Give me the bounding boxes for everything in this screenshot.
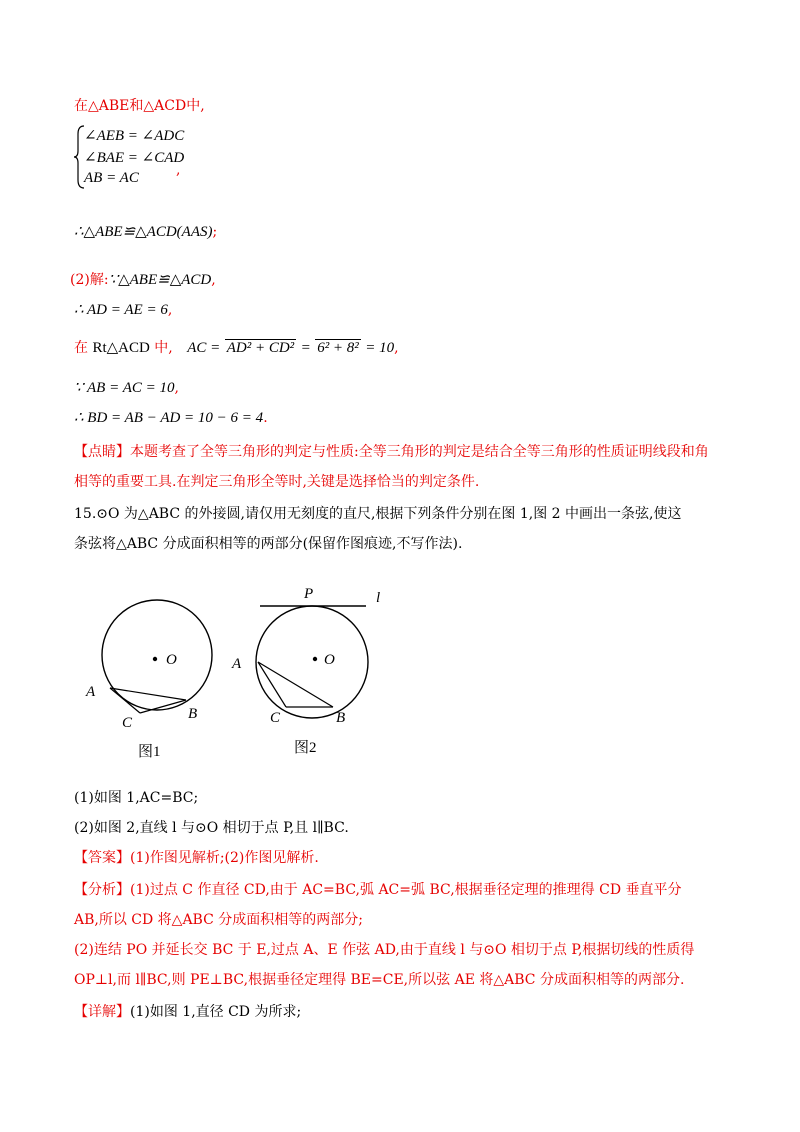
sqrt-ad-cd: AD² + CD² xyxy=(226,340,295,356)
fig1-caption: 图1 xyxy=(138,744,161,760)
fig2-label-c: C xyxy=(270,710,281,726)
congruence-conclusion: ∴△ABE≌△ACD(AAS); xyxy=(74,224,218,240)
detail-line: 【详解】(1)如图 1,直径 CD 为所求; xyxy=(74,1004,302,1020)
fig2-caption: 图2 xyxy=(294,740,317,756)
comment-line2: 相等的重要工具.在判定三角形全等时,关键是选择恰当的判定条件. xyxy=(74,474,480,490)
analysis-line3: (2)连结 PO 并延长交 BC 于 E,过点 A、E 作弦 AD,由于直线 l 与⊙O 相切于点 P,根据切线的性质得 xyxy=(74,942,695,958)
part2-line4: ∵ AB = AC = 10, xyxy=(74,380,179,396)
part2-line3: 在 Rt△ACD 中, AC = AD² + CD² = 6² + 8² = 10, xyxy=(74,340,399,356)
fig2-label-a: A xyxy=(232,656,242,672)
sqrt-6-8: 6² + 8² xyxy=(317,340,359,356)
answer-line: 【答案】(1)作图见解析;(2)作图见解析. xyxy=(74,850,319,866)
figure-2 xyxy=(228,580,398,766)
subquestion-2: (2)如图 2,直线 l 与⊙O 相切于点 P,且 l∥BC. xyxy=(74,820,349,836)
figure-1 xyxy=(80,596,230,766)
condition-1: ∠AEB = ∠ADC xyxy=(84,128,185,144)
fig2-label-p: P xyxy=(304,586,314,602)
fig2-label-o: O xyxy=(324,652,335,668)
part2-line2: ∴ AD = AE = 6, xyxy=(74,302,173,318)
analysis-line2: AB,所以 CD 将△ABC 分成面积相等的两部分; xyxy=(74,912,363,928)
fig1-label-c: C xyxy=(122,715,133,731)
condition-3: AB = AC xyxy=(84,170,139,186)
fig1-label-a: A xyxy=(86,684,96,700)
fig2-label-b: B xyxy=(336,710,346,726)
problem-15-line1: 15.⊙O 为△ABC 的外接圆,请仅用无刻度的直尺,根据下列条件分别在图 1,图 2 中画出一条弦,使这 xyxy=(74,506,682,522)
analysis-line1: 【分析】(1)过点 C 作直径 CD,由于 AC=BC,弧 AC=弧 BC,根据垂径定理的推理得 CD 垂直平分 xyxy=(74,882,682,898)
problem-15-line2: 条弦将△ABC 分成面积相等的两部分(保留作图痕迹,不写作法). xyxy=(74,536,463,552)
proof-intro: 在△ABE和△ACD中, xyxy=(74,98,205,114)
part2-line5: ∴ BD = AB − AD = 10 − 6 = 4. xyxy=(74,410,268,426)
fig2-label-l: l xyxy=(376,590,381,606)
fig1-label-o: O xyxy=(166,652,177,668)
comment-line1: 【点睛】本题考查了全等三角形的判定与性质:全等三角形的判定是结合全等三角形的性质证明线段和角 xyxy=(74,444,709,460)
subquestion-1: (1)如图 1,AC=BC; xyxy=(74,790,199,806)
analysis-line4: OP⊥l,而 l∥BC,则 PE⊥BC,根据垂径定理得 BE=CE,所以弦 AE 将△ABC 分成面积相等的两部分. xyxy=(74,972,685,988)
congruence-conditions xyxy=(74,124,234,190)
fig1-label-b: B xyxy=(188,706,198,722)
part2-line1: (2)解:∵△ABE≌△ACD, xyxy=(70,272,216,288)
conditions-comma: , xyxy=(176,162,181,178)
condition-2: ∠BAE = ∠CAD xyxy=(84,150,185,166)
